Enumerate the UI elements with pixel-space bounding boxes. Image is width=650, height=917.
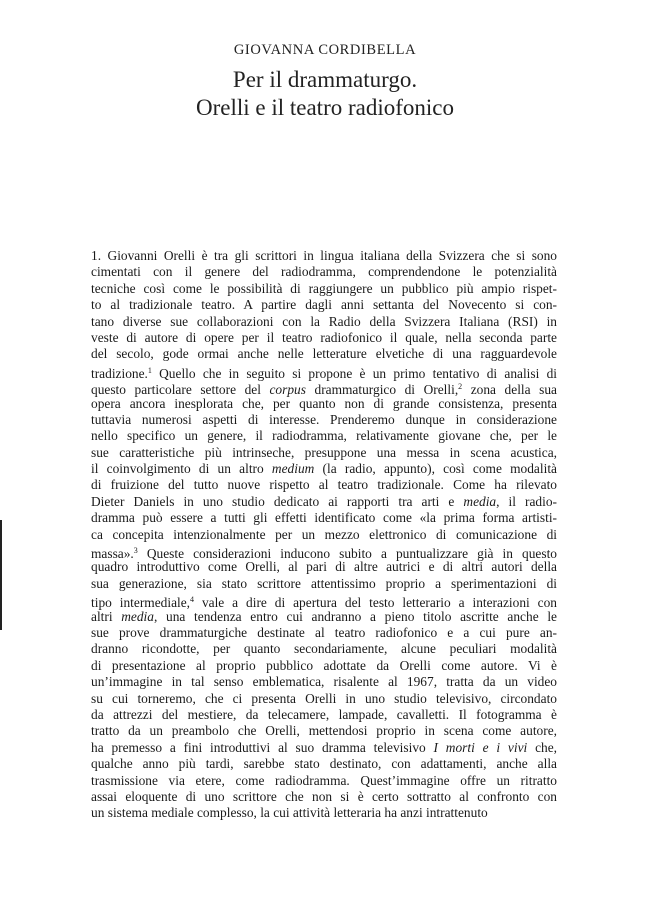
text-line: dranno ricondotte, per quanto secondariamente, alcune peculiari modalità bbox=[91, 641, 557, 657]
text-line: qualche anno più tardi, sarebbe stato destinato, con adattamenti, anche alla bbox=[91, 756, 557, 772]
text-line: tecniche così come le possibilità di raggiungere un pubblico più ampio rispet- bbox=[91, 280, 557, 296]
text-line: un sistema mediale complesso, la cui attività letteraria ha anzi intrattenuto bbox=[91, 805, 488, 821]
text-line: tipo intermediale,$^4$ vale a dire di apertura del testo letterario a interazioni con bbox=[91, 595, 557, 611]
text-line: da attrezzi del mestiere, da telecamere, lampade, cavalletti. Il fotogramma è bbox=[91, 706, 557, 722]
text-line: ca concepita intenzionalmente per un mezzo elettronico di comunicazione di bbox=[91, 526, 557, 542]
text-line: quadro introduttivo come Orelli, al pari di altre autrici e di altri autori della bbox=[91, 559, 557, 575]
chapter-title-line-1: Per il drammaturgo. bbox=[232, 67, 418, 92]
text-line: altri media, una tendenza entro cui andranno a pieno titolo ascritte anche le bbox=[91, 608, 557, 624]
text-line: tratto da un preambolo che Orelli, mettendosi proprio in scena come autore, bbox=[91, 723, 557, 739]
text-line: sua generazione, sia stato scrittore attentissimo proprio a sperimentazioni di bbox=[91, 575, 557, 591]
text-line: di fruizione del tutto nuove rispetto al teatro tradizionale. Come ha rilevato bbox=[91, 477, 557, 493]
text-line: sue caratteristiche più intrinseche, presuppone una messa in scena acustica, bbox=[91, 444, 557, 460]
body-paragraph bbox=[91, 248, 557, 822]
chapter-title-line-2: Orelli e il teatro radiofonico bbox=[195, 95, 454, 120]
text-line: cimentati con il genere del radiodramma, comprendendone le potenzialità bbox=[91, 264, 557, 280]
text-line: Dieter Daniels in uno studio dedicato ai rapporti tra arti e media, il radio- bbox=[91, 493, 557, 509]
text-line: su cui torneremo, che ci presenta Orelli in uno studio televisivo, circondato bbox=[91, 690, 557, 706]
author-name: GIOVANNA CORDIBELLA bbox=[233, 42, 417, 58]
text-line: del secolo, gode ormai anche nelle letterature elvetiche di una ragguardevole bbox=[91, 346, 557, 362]
text-line: tradizione.$^1$ Quello che in seguito si propone è un primo tentativo di analisi di bbox=[91, 365, 557, 381]
text-line: nello specifico un genere, il radiodramma, relativamente giovane che, per le bbox=[91, 428, 557, 444]
text-line: il coinvolgimento di un altro medium (la radio, appunto), così come modalità bbox=[91, 461, 557, 477]
text-line: dramma può essere a tutti gli effetti identificato come «la prima forma artisti- bbox=[91, 510, 557, 526]
text-line: veste di autore di opere per il teatro radiofonico il quale, nella seconda parte bbox=[91, 329, 557, 345]
text-line: ha premesso a fini introduttivi al suo dramma televisivo I morti e i vivi che, bbox=[91, 739, 558, 755]
chapter-header bbox=[0, 40, 650, 122]
text-line: massa».$^3$ Queste considerazioni inducono subito a puntualizzare già in questo bbox=[91, 546, 557, 562]
text-line: un’immagine in tal senso emblematica, risalente al 1967, tratta da un video bbox=[91, 674, 557, 690]
text-line: sue prove drammaturgiche destinate al teatro radiofonico e a cui pure an- bbox=[91, 624, 557, 640]
text-line: 1. Giovanni Orelli è tra gli scrittori in lingua italiana della Svizzera che si sono bbox=[91, 248, 557, 263]
text-line: opera ancora inesplorata che, per quanto non di grande consistenza, presenta bbox=[91, 395, 557, 411]
text-line: tano diverse sue collaborazioni con la Radio della Svizzera Italiana (RSI) in bbox=[91, 313, 557, 329]
scan-edge-mark bbox=[0, 520, 2, 630]
text-line: to al tradizionale teatro. A partire dagli anni settanta del Novecento si con- bbox=[91, 297, 557, 313]
text-line: tuttavia numerosi aspetti di interesse. Prenderemo dunque in considerazione bbox=[91, 411, 557, 427]
text-line: trasmissione via etere, come radiodramma. Quest’immagine offre un ritratto bbox=[91, 772, 557, 788]
text-line: assai eloquente di uno scrittore che non si è certo sottratto al confronto con bbox=[91, 788, 557, 804]
text-line: questo particolare settore del corpus drammaturgico di Orelli,$^2$ zona della sua bbox=[91, 382, 557, 398]
text-line: di presentazione al proprio pubblico adottate da Orelli come autore. Vi è bbox=[91, 657, 557, 673]
